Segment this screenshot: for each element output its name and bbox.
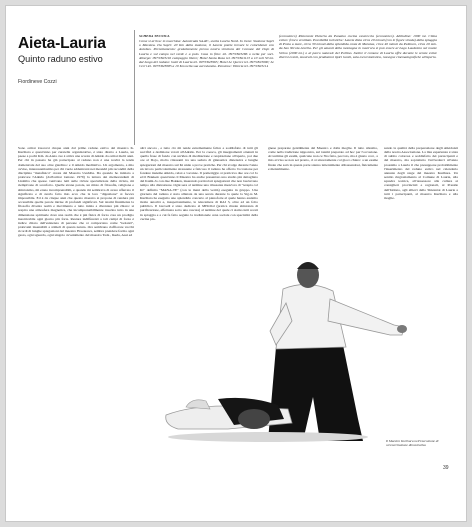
article-column-1: Sono ormai trascorsi cinque anni dal primo raduno estivo del maestro K. Kurihara e quest'anno per curatelle organizzative, è stato diretto a Lauria, un paese a pochi Km. da Aieta ove è attiva una scuola di Aikido da ormai molti anni. Per chi in passato ha già partecipato al raduno non è una novità la tenda domenicale del suo oltre giardino: e il Aikido meditativo. Un argomento, a mio avviso, interessantissimo per chi vuole addentrarsi nei meandri più reconditi della disciplina "metafisica" creata dal Maestro Ueshiba. Da quando ho iniziato a praticare l'Aikido (dall'ormai lontano 1979) la lettura dei memorandum di Ueshiba che spesso venivano letti sulle riviste specializzate della rivista, mi riempivano di sconforto. Quelle strane parole, un misto di filosofia, religione e shintoismo, mi erano incomprensibili, e quando mi sembrava di avere afferrato il significato e di averlo fatto mio ecco che la loro "digestione" si faceva impossibile. Ed è da cinque anni che questo maestro si propone di rendere più accessibile quelle parole intrise di profondi significati. Sul tatami finalmente la filosofia diventa realtà e movimento e tutto inizia a diventare più chiaro: si respira una atmosfera magnetica, che incomprensibilmente trascina tutto in una dimensione spirituale dove una realtà che è più fisica di forza crea un prodigio inestricabile ogni giorno più forte. Restare indifferenti a tali campi di forza è indice chiaro dell'esistenza di persone che si comportano come "isolanti", praticanti insensibili a stimoli di questa natura. Ora sembrano riaffiorare vecchi ricordi di lunghe spiegazioni del maestro Hosokawa, sembra prendere forma ogni gesto, ogni sguardo, ogni singolo avvenimento del maestro Tada , Ikeda, Asai ed <box>18 146 134 238</box>
aikido-photo <box>158 219 407 451</box>
article-column-4: sando la qualità della preparazione degli Aikidoisti della nostra Associazione. La mia esperienza è stata di subito calorosa e soddisfatto dei partecipanti e del maestro, ma soprattutto l'arrivederci all'anno prossimo a Lauria il che presuppone probabilmente l'inserimento del raduno estivo nel calendario annuale degli stage del maestro Kurihara. Un sentito ringraziamento al Comune di Lauria, alla squadra tecnica, all'Assessore alla cultura ai consiglieri provinciali e regionali, al Preside dell'Istituto, agli allievi dello Shizentai di Lauria a tutti i partecipanti, al maestro Kurihara e alla moglie. <box>384 146 458 200</box>
article-column-3: gnese preparate gentilmente dal Maestro e dalla moglie. Il tutto allestito, come nella tradizione nipponica, sul tatami preparato ad hoc per l'occasione. Al termine gli esami, qualcuno non ce l'ha fatta, peccato, ma è giusto così , a mio avviso se non sei pronto, ci si sinceramente col gioco chiaro: a un esame finale che sarà in questa parte stanno letteralmente abbassandosi, fisicamente e mentalmente. <box>268 146 378 171</box>
page-number: 39 <box>443 465 449 471</box>
scheda-tecnica-box <box>139 34 274 144</box>
info-column: (economico) Ristorante Pizzeria da Panaiuo cucina casereccia (economico). Altitudine: 1000 mt. Clima estivo: fresco ventilato. Possibilità turistiche: Lauria dista circa 20 minuti (con le figure strada) dalla spiaggia di Praia a mare, circa 30 minuti dalla splendida costa di Maratea, circa 40 minuti da Palinuro, circa 20 min. da San Nicola Arcella. Per gli amanti della montagna in mezz'ora si può essere al Lago Laudemio sul monte Sirino (2000 mt.) o al parco naturale del Pollino. Inoltre il comune di Lauria offre durante le serate estive diversi eventi, musicali con produzioni tipici locali, sala escursionistica, rassegne cinematografiche all'aperto. <box>279 34 437 59</box>
scheda-tecnica-heading: SCHEDA TECNICA <box>139 34 170 38</box>
divider-line <box>134 30 135 145</box>
scheda-tecnica-text: Come si arriva: in macchina: Autostrada SA-RC, uscita Lauria Nord. In treno: Stazione Sapri o Maratea. Da Sapri: 20 Km dalla stazione, il Lauria potete trovare le coincidenze con Autobus. Pernottamento: gratuitamente presso nostra struttura del Comune del Dojo di Lauria e sul campo nel verde e a polo. Casa in fitto: tel. 0973/823286 o nella per soci. Albergo: 0973/823116 campeggio libero; Hotel Santa Rosa tel. 0973/821113 a 10 soli 50 mt. dal luogo del raduno: hotel di Lauria tel. 0973/823965; Hotel Le Querce tel. 0973/823090; Le Cerri tel. 0973/823085 a 10 Km nella sua aerovianzia. Pensione: Vittoria tel. 0973/823114 <box>139 39 274 69</box>
article-title: Aieta-Lauria <box>18 35 106 52</box>
photo-caption: Il Maestro Kurihara nell'esecuzione di un'esercitazione dimostrativa <box>386 439 439 447</box>
article-subtitle: Quinto raduno estivo <box>18 54 103 64</box>
article-column-2: altri ancora , e tutto ciò mi rende estremamente felice e soddisfatto di tutti gli sacrifici e dedizione votati all'Aikido. Per la coesca, gli insegnamenti ottenuti in quella frase di fondo con un'idea di meditazione e respirazione all'aperto, poi due ore al Dojo, molto rilassanti tra una seduta di ginnastica distensiva e lunghe spiegazioni del maestro sul Ki unite a prove pratiche. Per chi svolge durante l'anno un lavoro particolarmente stressante e faticoso il raduno ha offerto l'occasione per fondere insieme Aikido, relax e vacanze. Il pomeriggio si praticava due ore col Jo ed il Bokken: quest'anno il Maestro ha anche presentato uno studio più dettagliato del Kumi-Jo con due Bokken, inserendo particolari spiegazioni che non lasciavano tempo alla distrazione. Ogni sera al termine una rilassante mezz'ora di "terapia col Ki" definita "MANA-TE" (con le mani della verità) eseguita in gruppo. Una giornata del raduno è stata allietata da una serata durante la quale la Sig.ra M. Kurihara ha eseguito uno splendido concerto al pianoforte al quale hanno assistito molte autorità e, inaspettatamente, le telecamere di RAI 3, oltre ad un folto pubblico. Il Giovedì è stato dedicato al MISOGI (pratica rituale shintoista di purificazione, effettuata sotto una cascata) al termine del quale ci siamo tutti recati in spiaggia e a cui fa fatto seguito la tradizionale cena sociale con specialità della cucina pia- <box>140 146 258 221</box>
article-author: Fiordineve Cozzi <box>18 79 57 85</box>
magazine-page <box>6 6 466 521</box>
